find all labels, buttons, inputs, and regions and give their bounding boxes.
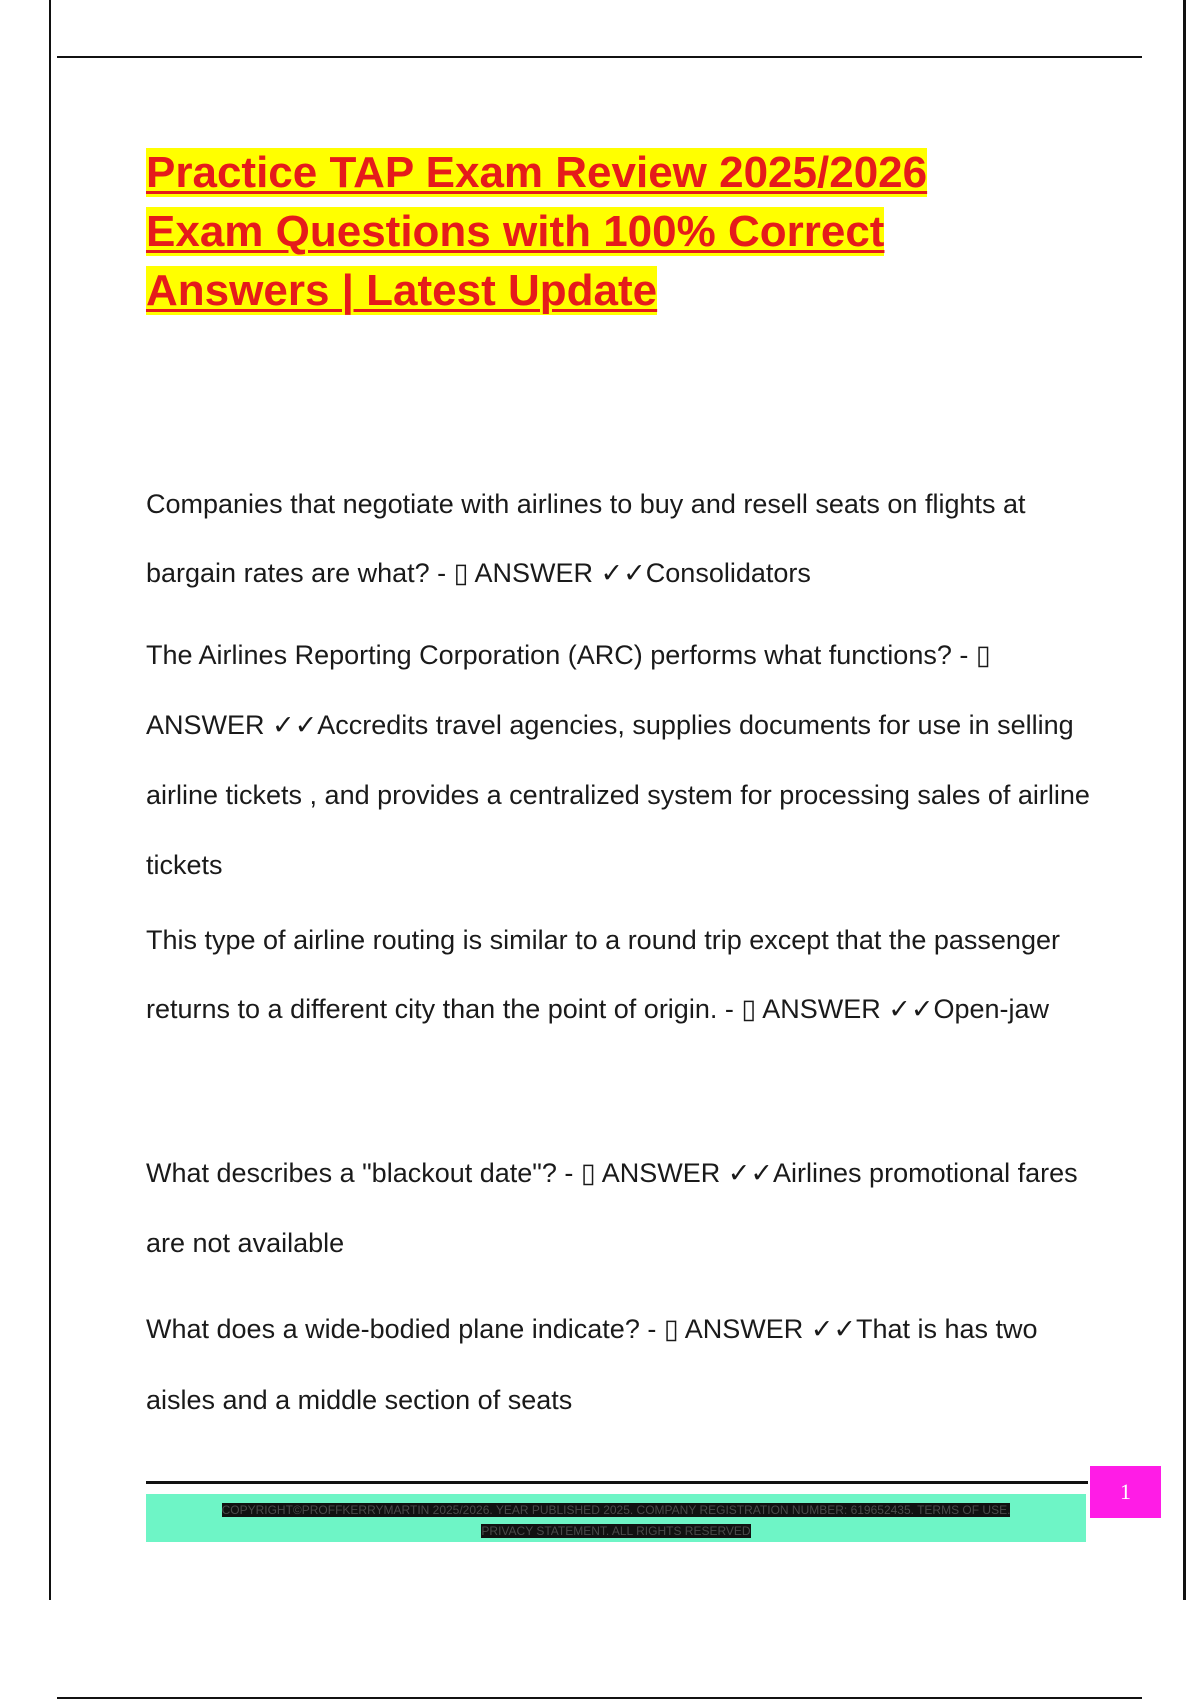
next-page-rule — [57, 1697, 1142, 1699]
qa-item-arc-functions — [146, 620, 1096, 900]
answer-text: That is has two aisles and a middle section of seats — [146, 1314, 1038, 1415]
page-border-right — [1183, 0, 1186, 1600]
answer-text: Airlines promotional fares are not available — [146, 1158, 1078, 1258]
copyright-line-2: PRIVACY STATEMENT. ALL RIGHTS RESERVED — [481, 1524, 751, 1538]
page-border-left — [49, 0, 51, 1600]
question-text: What does a wide-bodied plane indicate? — [146, 1314, 640, 1344]
question-text: The Airlines Reporting Corporation (ARC) performs what functions? — [146, 640, 952, 670]
qa-item-wide-bodied — [146, 1294, 1096, 1436]
answer-marker: - ▯ ANSWER ✓✓ — [429, 558, 646, 588]
answer-marker: - ▯ ANSWER ✓✓ — [717, 994, 934, 1024]
document-title — [146, 143, 1046, 320]
footer-rule — [146, 1481, 1088, 1484]
qa-item-blackout-date — [146, 1138, 1096, 1278]
question-text: This type of airline routing is similar to a round trip except that the passenger returns to a different city than the point of origin. — [146, 925, 1060, 1024]
answer-marker: - ▯ ANSWER ✓✓ — [146, 640, 991, 740]
qa-item-consolidators — [146, 470, 1096, 608]
answer-text: Open-jaw — [933, 994, 1050, 1024]
question-text: What describes a "blackout date"? — [146, 1158, 557, 1188]
document-title-text: Practice TAP Exam Review 2025/2026 Exam Questions with 100% Correct Answers | Latest Update — [146, 148, 928, 315]
answer-text: Accredits travel agencies, supplies documents for use in selling airline tickets , and provides a centralized system for processing sales of airline tickets — [146, 710, 1090, 880]
copyright-footer — [146, 1494, 1086, 1542]
qa-item-open-jaw — [146, 906, 1096, 1044]
answer-marker: - ▯ ANSWER ✓✓ — [556, 1158, 774, 1188]
question-text: Companies that negotiate with airlines to buy and resell seats on flights at bargain rates are what? — [146, 489, 1026, 588]
page-number-badge: 1 — [1090, 1466, 1161, 1518]
answer-marker: - ▯ ANSWER ✓✓ — [639, 1314, 856, 1344]
header-rule — [57, 56, 1142, 58]
answer-text: Consolidators — [645, 558, 811, 588]
copyright-line-1: COPYRIGHT©PROFFKERRYMARTIN 2025/2026. YEAR PUBLISHED 2025. COMPANY REGISTRATION NUMBER: 619652435. TERMS OF USE. — [221, 1503, 1011, 1517]
